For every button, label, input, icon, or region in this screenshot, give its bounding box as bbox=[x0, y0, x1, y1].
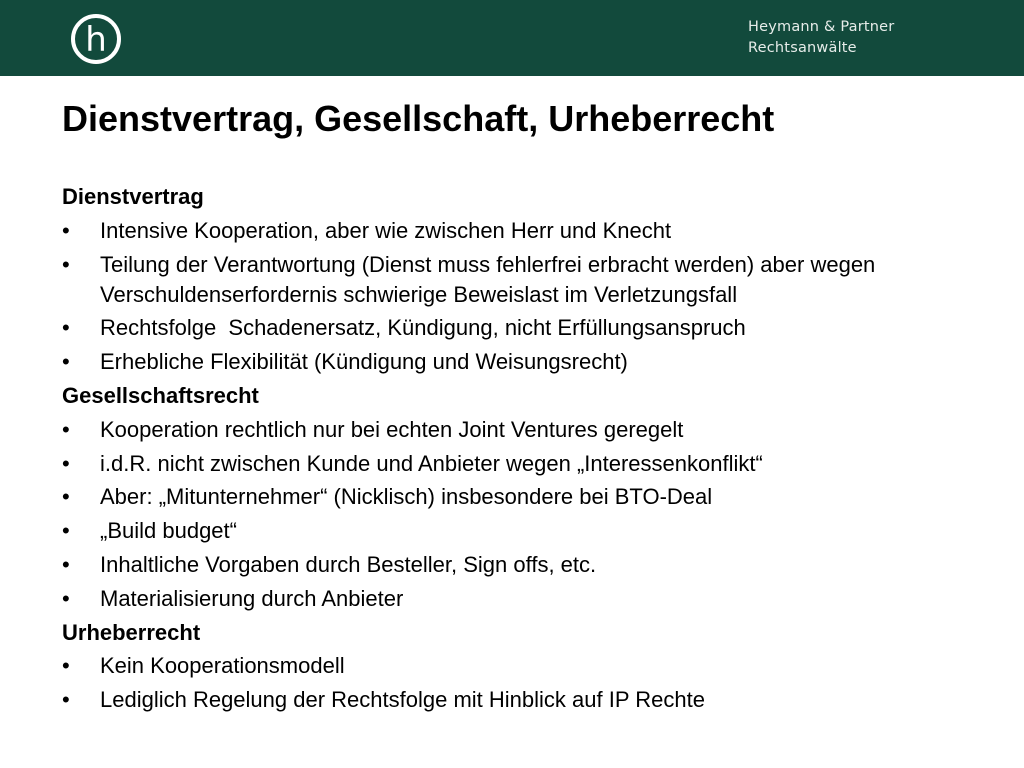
list-item bbox=[62, 248, 962, 312]
bullet-icon: • bbox=[62, 585, 70, 611]
list-item-text: Kein Kooperationsmodell bbox=[100, 653, 345, 679]
slide-title: Dienstvertrag, Gesellschaft, Urheberrecht bbox=[62, 98, 775, 139]
list-item bbox=[62, 582, 962, 616]
list-item-text: Erhebliche Flexibilität (Kündigung und Weisungsrecht) bbox=[100, 349, 628, 375]
section-heading-dienstvertrag: Dienstvertrag bbox=[62, 184, 204, 209]
bullet-icon: • bbox=[62, 687, 70, 713]
list-item-text: Aber: „Mitunternehmer“ (Nicklisch) insbesondere bei BTO-Deal bbox=[100, 484, 713, 510]
list-item-text: Lediglich Regelung der Rechtsfolge mit Hinblick auf IP Rechte bbox=[100, 687, 705, 713]
bullet-icon: • bbox=[62, 653, 70, 679]
bullet-icon: • bbox=[62, 416, 70, 442]
bullet-icon: • bbox=[62, 551, 70, 577]
list-item-text: i.d.R. nicht zwischen Kunde und Anbieter wegen „Interessenkonflikt“ bbox=[100, 450, 763, 476]
list-item bbox=[62, 480, 962, 514]
bullet-icon: • bbox=[62, 315, 70, 341]
firm-name-line2: Rechtsanwälte bbox=[748, 40, 857, 56]
bullet-icon: • bbox=[62, 484, 70, 510]
bullet-icon: • bbox=[62, 518, 70, 544]
list-item bbox=[62, 413, 962, 447]
firm-logo-icon bbox=[70, 13, 122, 65]
section-heading-urheberrecht: Urheberrecht bbox=[62, 619, 201, 645]
svg-text:h: h bbox=[85, 20, 107, 60]
list-item-text: „Build budget“ bbox=[100, 518, 237, 544]
bullet-icon: • bbox=[62, 251, 70, 277]
firm-name bbox=[748, 17, 894, 59]
firm-name-line1: Heymann & Partner bbox=[748, 19, 895, 35]
list-item-text: Rechtsfolge Schadenersatz, Kündigung, nicht Erfüllungsanspruch bbox=[100, 315, 746, 341]
slide-content bbox=[62, 180, 962, 717]
list-item bbox=[62, 214, 962, 248]
bullet-icon: • bbox=[62, 349, 70, 375]
list-item bbox=[62, 548, 962, 582]
list-item bbox=[62, 447, 962, 481]
list-item bbox=[62, 683, 962, 717]
bullet-icon: • bbox=[62, 217, 70, 243]
list-item-text: Kooperation rechtlich nur bei echten Joint Ventures geregelt bbox=[100, 416, 684, 442]
list-item bbox=[62, 649, 962, 683]
list-item-text: Teilung der Verantwortung (Dienst muss fehlerfrei erbracht werden) aber wegen Verschuldenserfordernis schwierige Beweislast im Verletzungsfall bbox=[100, 251, 882, 307]
list-item bbox=[62, 345, 962, 379]
list-item bbox=[62, 311, 962, 345]
list-item bbox=[62, 514, 962, 548]
list-item-text: Intensive Kooperation, aber wie zwischen Herr und Knecht bbox=[100, 217, 672, 243]
section-heading-gesellschaftsrecht: Gesellschaftsrecht bbox=[62, 382, 259, 408]
list-item-text: Materialisierung durch Anbieter bbox=[100, 585, 404, 611]
bullet-icon: • bbox=[62, 450, 70, 476]
header-bar bbox=[0, 0, 1024, 76]
list-item-text: Inhaltliche Vorgaben durch Besteller, Sign offs, etc. bbox=[100, 551, 597, 577]
